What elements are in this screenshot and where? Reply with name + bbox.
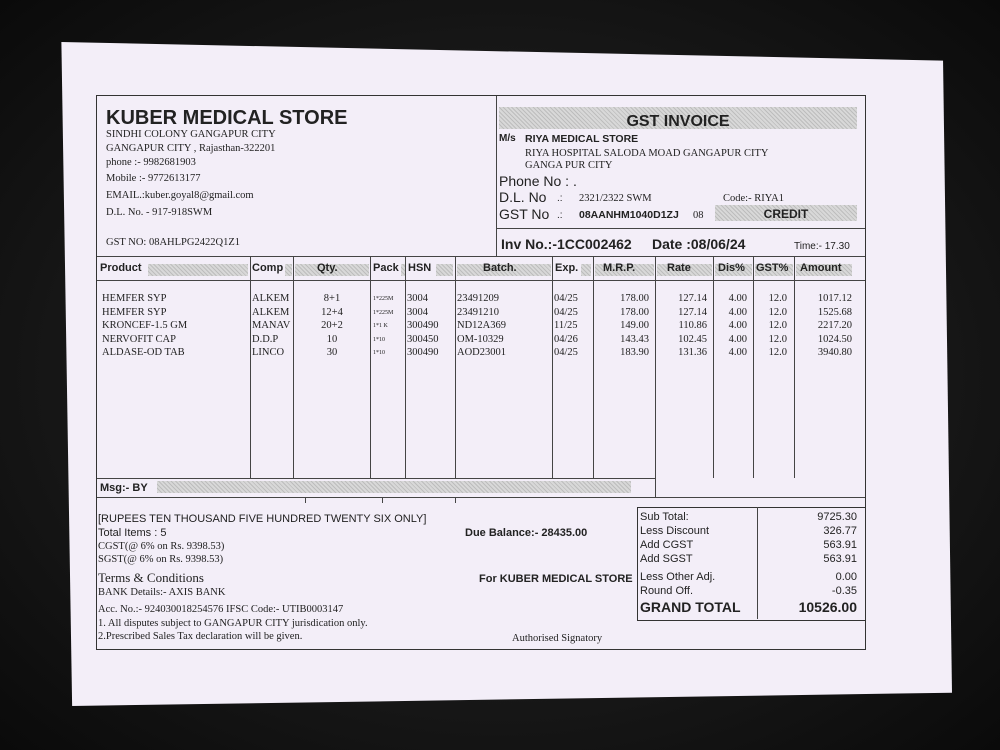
cell-qty: 20+2: [321, 320, 343, 331]
th-pack: Pack: [373, 262, 405, 278]
table-row: [97, 334, 865, 347]
terms-heading: Terms & Conditions: [98, 570, 204, 585]
cell-rate: 110.86: [678, 320, 707, 331]
cell-dis: 4.00: [728, 347, 747, 358]
cell-qty: 30: [326, 347, 338, 358]
cell-product: HEMFER SYP: [102, 306, 167, 318]
cell-comp: ALKEM: [252, 306, 290, 318]
cell-comp: MANAV: [252, 320, 291, 331]
due-balance: Due Balance:- 28435.00: [465, 527, 588, 539]
sub-total-value: 9725.30: [817, 511, 857, 523]
th-hsn: HSN: [408, 262, 454, 278]
sgst-line: SGST(@ 6% on Rs. 9398.53): [98, 554, 224, 565]
customer-code: Code:- RIYA1: [723, 193, 784, 204]
cell-rate: 102.45: [678, 333, 707, 345]
cell-hsn: 300450: [407, 333, 439, 345]
table-row: [97, 320, 865, 333]
cell-product: KRONCEF-1.5 GM: [102, 320, 188, 331]
cell-pack: 1*10: [373, 350, 385, 356]
cell-amount: 1024.50: [817, 333, 852, 345]
grand-total-value: 10526.00: [798, 599, 857, 615]
customer-gst-label: GST No: [499, 206, 550, 222]
cell-gst: 12.0: [768, 347, 787, 358]
invoice-info-divider: [496, 228, 865, 229]
cell-exp: 04/25: [554, 293, 578, 304]
col-divider: [370, 256, 371, 478]
add-sgst-value: 563.91: [823, 553, 857, 565]
col-divider: [455, 256, 456, 478]
col-divider: [713, 256, 714, 478]
cell-pack: 1*225M: [373, 309, 394, 316]
cell-comp: D.D.P: [252, 333, 279, 345]
th-amount: Amount: [796, 262, 852, 278]
other-adj-label: Less Other Adj.: [640, 571, 716, 583]
th-exp: Exp.: [555, 262, 592, 278]
cell-exp: 04/25: [554, 306, 578, 318]
customer-name: RIYA MEDICAL STORE: [525, 133, 639, 145]
round-off-value: -0.35: [831, 585, 857, 597]
total-items: Total Items : 5: [98, 527, 167, 539]
cell-rate: 127.14: [678, 306, 707, 318]
header-divider: [496, 96, 497, 256]
cell-mrp: 178.00: [620, 293, 649, 304]
cell-exp: 11/25: [554, 320, 578, 331]
col-divider: [593, 256, 594, 478]
cell-exp: 04/26: [554, 333, 578, 345]
cell-gst: 12.0: [768, 293, 787, 304]
amount-in-words: [RUPEES TEN THOUSAND FIVE HUNDRED TWENTY SIX ONLY]: [98, 513, 427, 525]
totals-divider: [757, 507, 758, 619]
customer-gst-value: 08AANHM1040D1ZJ: [579, 209, 679, 221]
cell-gst: 12.0: [768, 333, 787, 345]
cell-qty: 10: [326, 333, 338, 345]
th-rate: Rate: [657, 262, 712, 278]
store-dl-number: D.L. No. - 917-918SWM: [106, 207, 213, 218]
cell-comp: LINCO: [252, 347, 285, 358]
cell-gst: 12.0: [768, 320, 787, 331]
cell-pack: 1*10: [373, 336, 385, 343]
tick: [305, 497, 306, 503]
customer-phone-label: Phone No : .: [499, 173, 577, 189]
store-address-line1: SINDHI COLONY GANGAPUR CITY: [106, 129, 276, 140]
add-cgst-value: 563.91: [823, 539, 857, 551]
invoice-frame: [96, 95, 866, 650]
store-email: EMAIL.:kuber.goyal8@gmail.com: [106, 190, 254, 201]
table-top-rule: [97, 256, 865, 257]
col-divider: [552, 256, 553, 478]
th-comp: Comp: [252, 262, 292, 278]
th-qty: Qty.: [295, 262, 369, 278]
customer-address-line1: RIYA HOSPITAL SALODA MOAD GANGAPUR CITY: [525, 148, 769, 159]
cell-mrp: 149.00: [620, 320, 649, 331]
cell-comp: ALKEM: [252, 293, 290, 304]
term-1: 1. All disputes subject to GANGAPUR CITY jurisdication only.: [98, 618, 368, 629]
cell-gst: 12.0: [768, 306, 787, 318]
invoice-date: Date :08/06/24: [652, 236, 746, 252]
sub-total-label: Sub Total:: [640, 511, 689, 523]
invoice-time: Time:- 17.30: [794, 241, 850, 252]
cell-batch: AOD23001: [457, 347, 506, 358]
cell-product: NERVOFIT CAP: [102, 333, 176, 345]
gst-invoice-title: GST INVOICE: [626, 113, 730, 130]
store-gst-number: GST NO: 08AHLPG2422Q1Z1: [106, 237, 240, 248]
cell-hsn: 3004: [407, 306, 428, 318]
col-divider: [293, 256, 294, 478]
customer-address-line2: GANGA PUR CITY: [525, 160, 613, 171]
col-divider: [753, 256, 754, 478]
payment-mode-badge: CREDIT: [763, 207, 809, 221]
table-row: [97, 307, 865, 320]
cell-qty: 12+4: [321, 306, 343, 318]
cell-rate: 127.14: [678, 293, 707, 304]
customer-gst-suffix: 08: [693, 210, 704, 221]
cell-hsn: 3004: [407, 293, 428, 304]
col-divider: [794, 256, 795, 478]
cell-batch: 23491209: [457, 293, 499, 304]
cell-dis: 4.00: [728, 320, 747, 331]
th-product: Product: [100, 262, 248, 278]
cell-exp: 04/25: [554, 347, 578, 358]
cell-rate: 131.36: [678, 347, 707, 358]
authorised-signatory: Authorised Signatory: [512, 633, 603, 644]
table-row: [97, 347, 865, 360]
tick: [382, 497, 383, 503]
cell-batch: OM-10329: [457, 333, 504, 345]
col-divider: [405, 256, 406, 478]
msg-label: Msg:- BY: [100, 482, 148, 494]
cell-pack: 1*225M: [373, 296, 394, 302]
cell-mrp: 178.00: [620, 306, 649, 318]
customer-dl-sep: .:: [557, 193, 563, 204]
customer-dl-value: 2321/2322 SWM: [579, 193, 652, 204]
round-off-label: Round Off.: [640, 585, 693, 597]
cell-pack: 1*1 K: [373, 323, 388, 329]
store-phone: phone :- 9982681903: [106, 157, 196, 168]
discount-label: Less Discount: [640, 525, 710, 537]
term-2: 2.Prescribed Sales Tax declaration will be given.: [98, 631, 303, 642]
cell-dis: 4.00: [728, 293, 747, 304]
add-cgst-label: Add CGST: [640, 539, 694, 551]
th-mrp: M.R.P.: [595, 262, 654, 278]
discount-value: 326.77: [823, 525, 857, 537]
other-adj-value: 0.00: [835, 571, 857, 583]
th-batch: Batch.: [457, 262, 551, 278]
th-gst: GST%: [755, 262, 793, 278]
cell-product: HEMFER SYP: [102, 293, 167, 304]
table-row: [97, 293, 865, 306]
cell-mrp: 183.90: [620, 347, 649, 358]
cell-product: ALDASE-OD TAB: [102, 347, 185, 358]
cgst-line: CGST(@ 6% on Rs. 9398.53): [98, 541, 225, 552]
cell-mrp: 143.43: [620, 333, 649, 345]
bank-details: BANK Details:- AXIS BANK: [98, 587, 226, 598]
msg-top-rule: [97, 478, 655, 479]
tick: [455, 497, 456, 503]
cell-amount: 3940.80: [817, 347, 852, 358]
ms-label: M/s: [499, 133, 516, 144]
cell-amount: 1525.68: [817, 306, 852, 318]
bank-account: Acc. No.:- 924030018254576 IFSC Code:- UTIB0003147: [98, 604, 344, 615]
cell-qty: 8+1: [323, 293, 341, 304]
th-dis: Dis%: [715, 262, 752, 278]
cell-hsn: 300490: [407, 347, 439, 358]
cell-amount: 2217.20: [817, 320, 852, 331]
cell-dis: 4.00: [728, 306, 747, 318]
cell-hsn: 300490: [407, 320, 439, 331]
store-name: KUBER MEDICAL STORE: [106, 107, 348, 129]
store-address-line2: GANGAPUR CITY , Rajasthan-322201: [106, 143, 276, 154]
customer-gst-sep: .:: [557, 210, 563, 221]
table-header-rule: [97, 280, 865, 281]
for-store-label: For KUBER MEDICAL STORE: [479, 573, 633, 585]
col-divider: [250, 256, 251, 478]
add-sgst-label: Add SGST: [640, 553, 693, 565]
grand-total-label: GRAND TOTAL: [640, 599, 741, 615]
cell-batch: ND12A369: [457, 320, 506, 331]
store-mobile: Mobile :- 9772613177: [106, 173, 201, 184]
cell-dis: 4.00: [728, 333, 747, 345]
invoice-number: Inv No.:-1CC002462: [501, 236, 632, 252]
footer-top-rule: [97, 497, 865, 498]
customer-dl-label: D.L. No: [499, 189, 547, 205]
cell-amount: 1017.12: [817, 293, 852, 304]
cell-batch: 23491210: [457, 306, 499, 318]
msg-band: [157, 481, 631, 493]
